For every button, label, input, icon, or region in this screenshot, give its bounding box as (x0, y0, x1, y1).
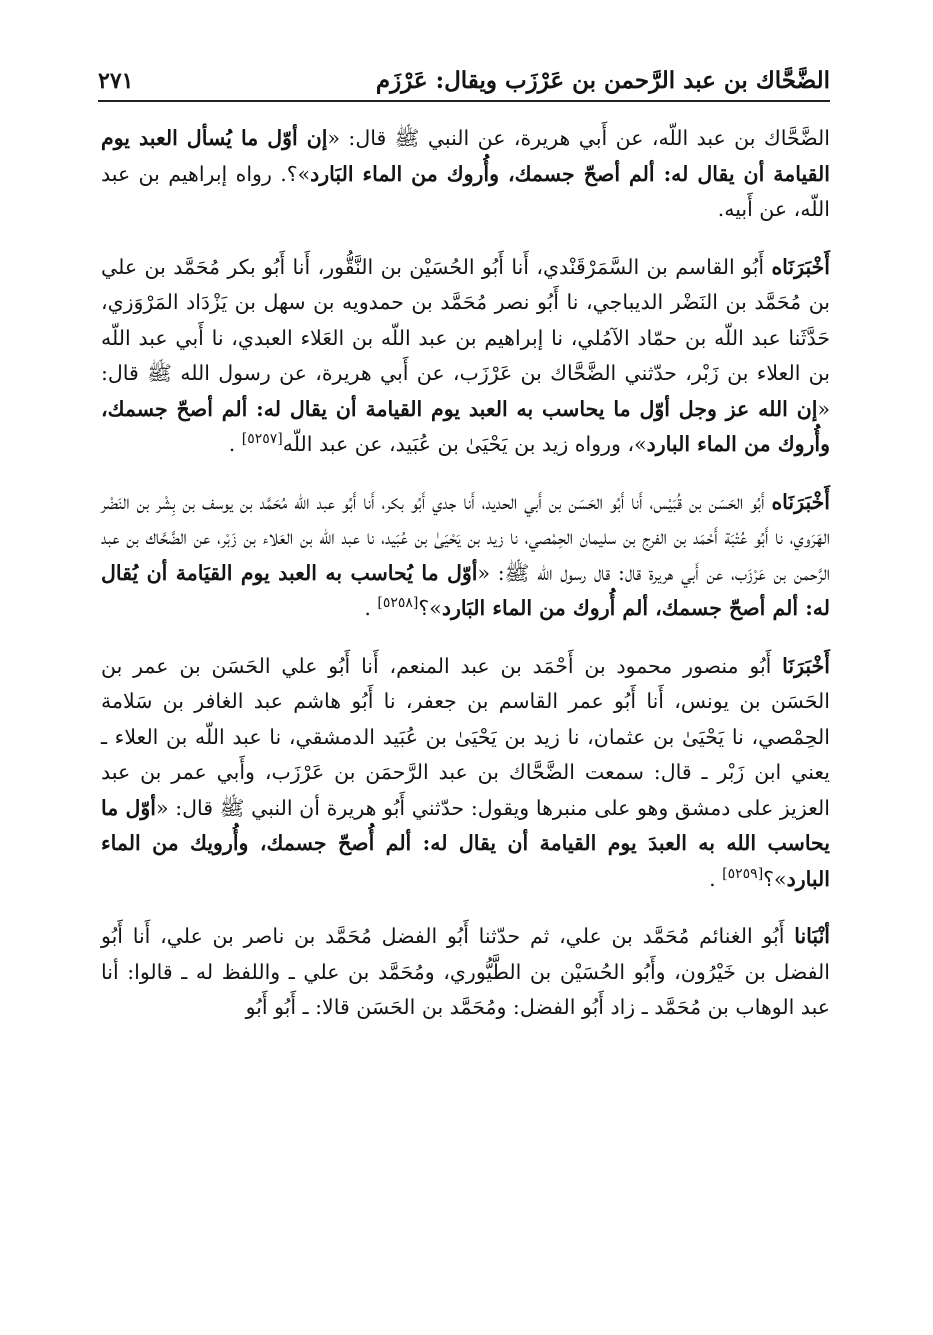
hadith-text: إن أوّل ما يُسأل العبد يوم القيامة أن يقال له: ألم أصحّ جسمك، وأُروك من الماء البَارد (101, 126, 830, 186)
paragraph-text: أَبُو منصور محمود بن أَحْمَد بن عبد المنعم، أَنا أَبُو علي الحَسَن بن عمر بن الحَسَن بن يونس، أَنا أَبُو عمر القاسم بن جعفر، نا أَبُو هاشم عبد الغافر بن سَلامة الحِمْصي، نا يَحْيَىٰ بن عثمان، نا زيد بن يَحْيَىٰ بن عُبَيد الدمشقي، نا عبد اللّه بن العلاء ـ يعني ابن زَبْر ـ قال: سمعت الضَّحَّاك بن عبد الرَّحمَن بن عَرْزَب، وأَبي عمر بن عبد العزيز على دمشق وهو على منبرها ويقول: حدّثني أَبُو هريرة أن النبي ﷺ قال: « (101, 653, 830, 820)
running-title: الضَّحَّاك بن عبد الرَّحمن بن عَرْزَب ويقال: عَرْزَم (375, 67, 830, 94)
reference-number: [٥٢٥٩] (722, 865, 764, 882)
hadith-text: أوّل ما يُحاسب به العبد يوم القيَامة أن يُقال له: ألم أصحّ جسمك، ألم أُروك من الماء البَارد (101, 560, 830, 620)
paragraph-text: أَبُو القاسم بن السَّمَرْقَنْدي، أَنا أَبُو الحُسَيْن بن النَّقُّور، أَنا أَبُو بكر مُحَمَّد بن علي بن مُحَمَّد بن النَضْر الديباجي، نا أَبُو نصر مُحَمَّد بن حمدويه بن سهل بن يَزْدَاد المَرْوَزي، حَدَّثَنا عبد اللّه بن حمّاد الآمُلي، نا إبراهيم بن عبد اللّه بن العَلاء العبدي، نا أَبي عبد اللّه بن العلاء بن زَبْر، حدّثني الضَّحَّاك بن عَرْزَب، عن أَبي هريرة، عن رسول الله ﷺ قال: « (101, 254, 830, 421)
paragraph (101, 121, 830, 228)
page-body (101, 121, 830, 1048)
paragraph-text: أَبُو الغنائم مُحَمَّد بن علي، ثم حدّثنا أَبُو الفضل مُحَمَّد بن ناصر بن علي، أَنا أَبُو الفضل بن خَيْرُون، وأَبُو الحُسَيْن بن الطَّيُّوري، ومُحَمَّد بن علي ـ واللفظ له ـ قالوا: أنا عبد الوهاب بن مُحَمَّد ـ زاد أَبُو الفضل: ومُحَمَّد بن الحَسَن قالا: ـ أَبُو أَبُو (101, 924, 830, 1019)
paragraph: أَخْبَرَنَاه أَبُو القاسم بن السَّمَرْقَنْدي، أَنا أَبُو الحُسَيْن بن النَّقُّور، أَنا أَبُو بكر مُحَمَّد بن علي بن مُحَمَّد بن النَضْر الديباجي، نا أَبُو نصر مُحَمَّد بن حمدويه بن سهل بن يَزْدَاد المَرْوَزي، حَدَّثَنا عبد اللّه بن حمّاد الآمُلي، نا إبراهيم بن عبد اللّه بن العَلاء العبدي، نا أَبي عبد اللّه بن العلاء بن زَبْر، حدّثني الضَّحَّاك بن عَرْزَب، عن أَبي هريرة، عن رسول الله ﷺ قال: «إن الله عز وجل أوّل ما يحاسب به العبد يوم القيامة أن يقال له: ألم أصحّ جسمك، وأُروك من الماء البارد»، ورواه زيد بن يَحْيَىٰ بن عُبَيد، عن عبد اللّه[٥٢٥٧] . (101, 254, 830, 456)
paragraph-text: أَبُو الحَسَن بن قُبَيْس، أَنا أَبُو الحَسَن بن أَبي الحديد، أَنا جدي أَبُو بكر، أَنا أَبُو عبد اللّه مُحَمَّد بن يوسف بن بِشْر بن النَضْر الهَرَوي، نا أَبُو عُتْبَة أَحْمَد بن الفرج بن سليمان الحِمْصي، نا زيد بن يَحْيَىٰ بن عُبَيد، نا عبد اللّه بن العَلاء بن زَبْر، عن الضَّحَّاك بن عبد الرَّحمن بن عَرْزَب، عن أَبي هريرة قال: قال رسول الله ﷺ: « (101, 489, 831, 585)
paragraph-lead-word: أَخْبَرَنَاه (771, 254, 830, 279)
page-number: ٢٧١ (98, 68, 134, 94)
paragraph-text: الضَّحَّاك بن عبد اللّه، عن أَبي هريرة، عن النبي ﷺ قال: « (327, 126, 830, 150)
paragraph: أَخْبَرَنَاه أَبُو الحَسَن بن قُبَيْس، أَنا أَبُو الحَسَن بن أَبي الحديد، أَنا جدي أَبُو بكر، أَنا أَبُو عبد اللّه مُحَمَّد بن يوسف بن بِشْر بن النَضْر الهَرَوي، نا أَبُو عُتْبَة أَحْمَد بن الفرج بن سليمان الحِمْصي، نا زيد بن يَحْيَىٰ بن عُبَيد، نا عبد اللّه بن العَلاء بن زَبْر، عن الضَّحَّاك بن عبد الرَّحمن بن عَرْزَب، عن أَبي هريرة قال: قال رسول الله ﷺ: «أوّل ما يُحاسب به العبد يوم القيَامة أن يُقال له: ألم أصحّ جسمك، ألم أُروك من الماء البَارد»؟[٥٢٥٨] . (101, 489, 831, 620)
paragraph-lead-word: أَخْبَرَنَاه (771, 489, 830, 514)
paragraph (101, 919, 830, 1026)
running-header (98, 58, 830, 102)
paragraph: أَخْبَرَنَا أَبُو منصور محمود بن أَحْمَد بن عبد المنعم، أَنا أَبُو علي الحَسَن بن عمر بن الحَسَن بن يونس، أَنا أَبُو عمر القاسم بن جعفر، نا أَبُو هاشم عبد الغافر بن سَلامة الحِمْصي، نا يَحْيَىٰ بن عثمان، نا زيد بن يَحْيَىٰ بن عُبَيد الدمشقي، نا عبد اللّه بن العلاء ـ يعني ابن زَبْر ـ قال: سمعت الضَّحَّاك بن عبد الرَّحمَن بن عَرْزَب، وأَبي عمر بن عبد العزيز على دمشق وهو على منبرها ويقول: حدّثني أَبُو هريرة أن النبي ﷺ قال: «أوّل ما يحاسب الله به العبدَ يوم القيامة أن يقال له: ألم أُصحّ جسمك، وأُرويك من الماء البارد»؟[٥٢٥٩] . (101, 653, 830, 891)
paragraph-text: »؟ (418, 596, 442, 620)
paragraph-text: »؟. رواه إبراهيم بن عبد اللّه، عن أَبيه. (101, 161, 830, 221)
paragraph-text: »؟ (763, 866, 787, 891)
reference-number: [٥٢٥٧] (241, 431, 283, 448)
hadith-text: أوّل ما يحاسب الله به العبدَ يوم القيامة أن يقال له: ألم أُصحّ جسمك، وأُرويك من الماء البارد (101, 795, 830, 891)
paragraph-lead-word: أَخْبَرَنَا (782, 653, 830, 678)
reference-number: [٥٢٥٨] (377, 595, 419, 612)
hadith-text: إن الله عز وجل أوّل ما يحاسب به العبد يوم القيامة أن يقال له: ألم أصحّ جسمك، وأُروك من الماء البارد (101, 396, 830, 456)
paragraph-text: »، ورواه زيد بن يَحْيَىٰ بن عُبَيد، عن عبد اللّه (282, 432, 647, 456)
paragraph-lead-word: أنْبَانا (794, 924, 830, 948)
